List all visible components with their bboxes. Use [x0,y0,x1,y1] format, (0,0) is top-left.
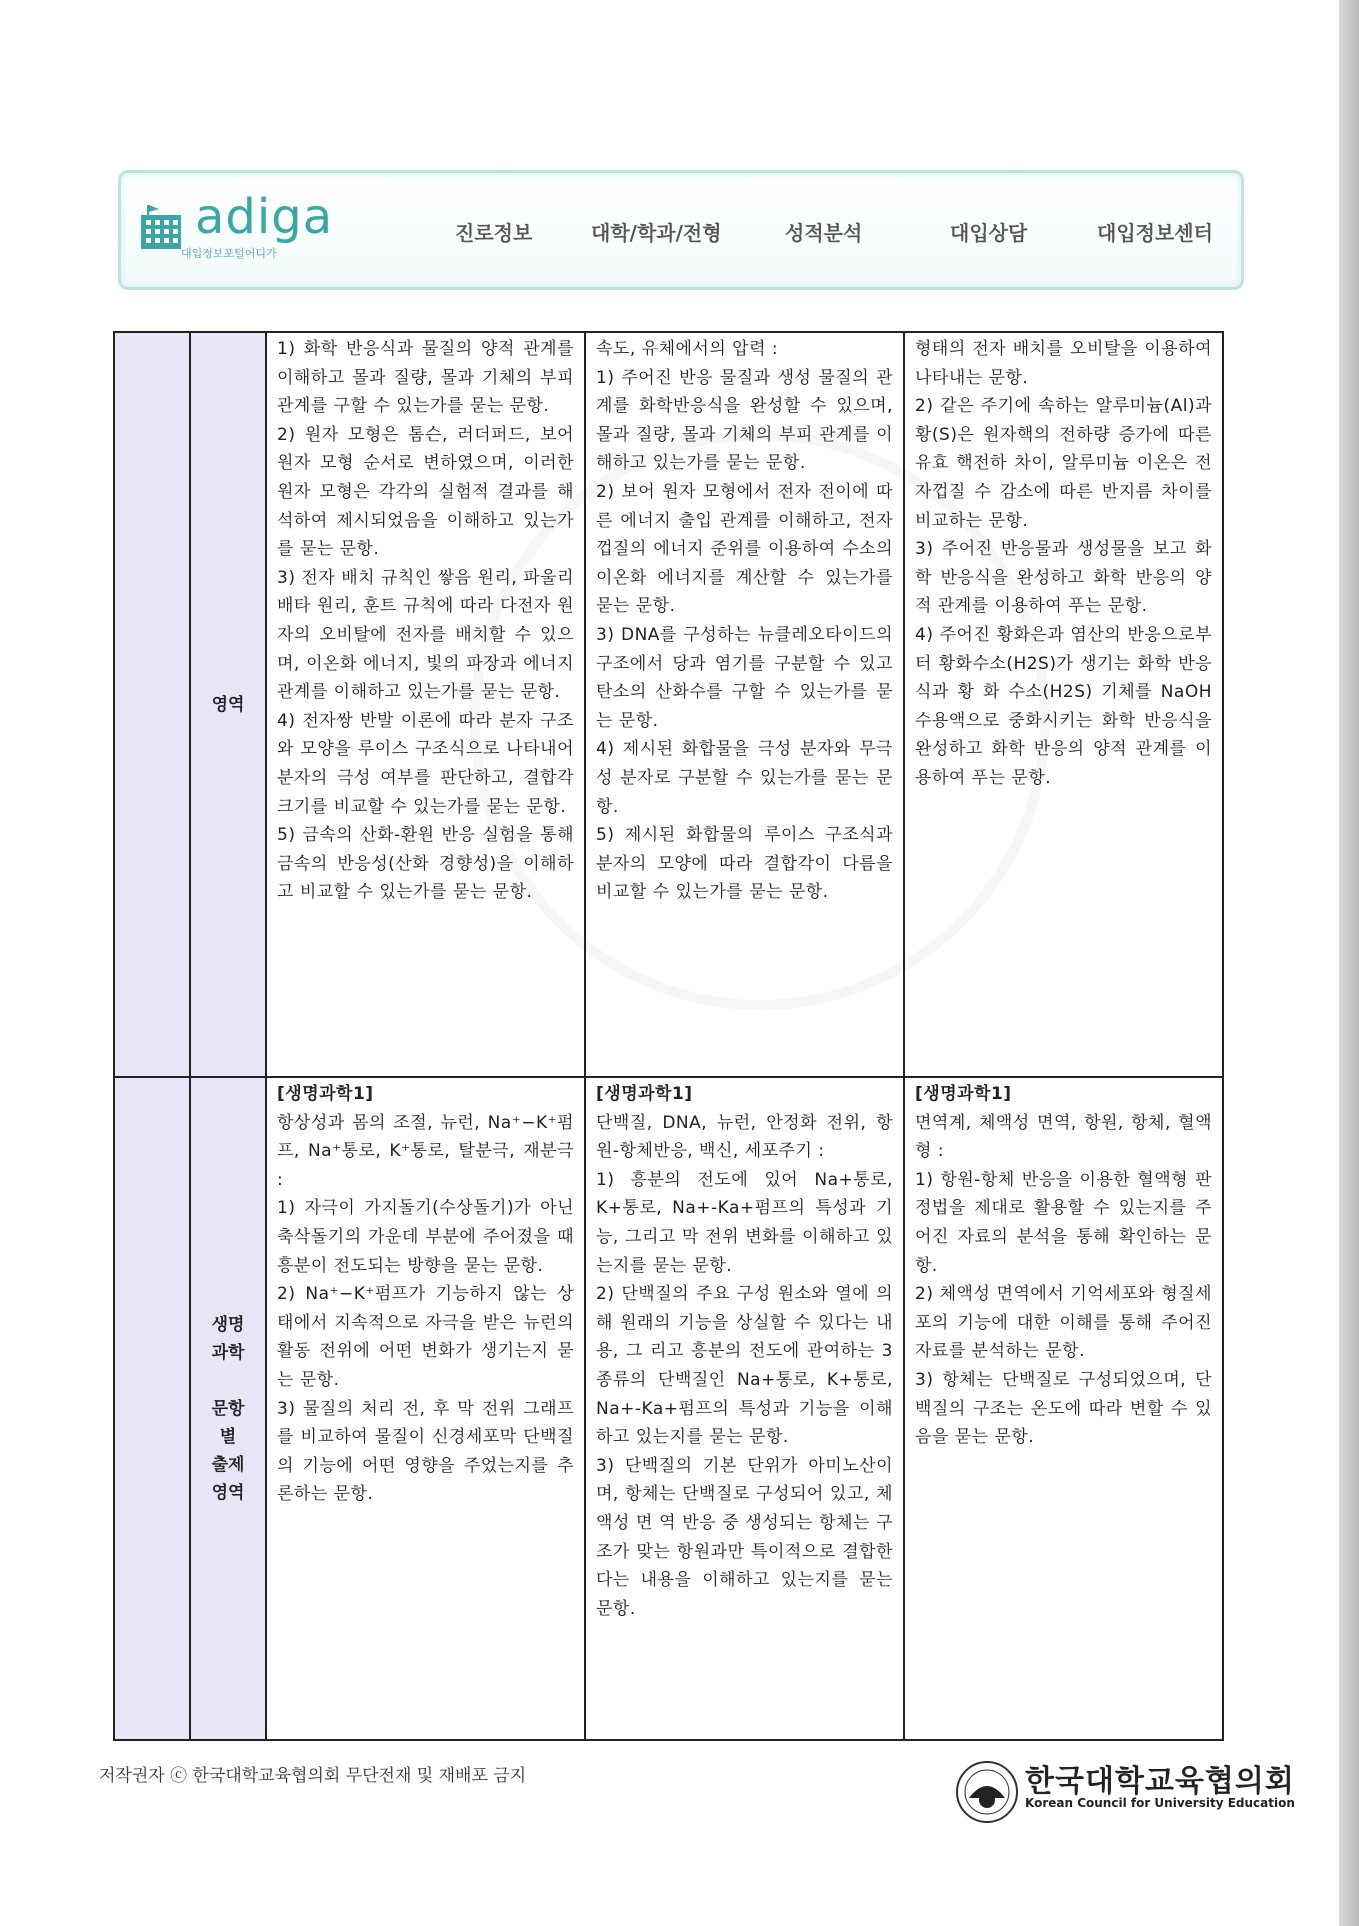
cell-paragraph: 3) 단백질의 기본 단위가 아미노산이며, 항체는 단백질로 구성되어 있고, 체액성 면 역 반응 중 생성되는 항체는 구조가 맞는 항원과만 특이적으로 결합한다는 내용을 이해하고 있는지를 묻는 문항. [596,1455,893,1619]
cell-paragraph: 1) 항원-항체 반응을 이용한 혈액형 판정법을 제대로 활용할 수 있는지를 주어진 자료의 분석을 통해 확인하는 문항. [915,1169,1212,1276]
header-banner [118,170,1244,290]
kcue-seal-icon [955,1760,1019,1824]
cell-paragraph: 3) 주어진 반응물과 생성물을 보고 화학 반응식을 완성하고 화학 반응의 양적 관계를 이용하여 푸는 문항. [915,539,1212,617]
content-cell [904,1077,1223,1740]
cell-paragraph: 2) 단백질의 주요 구성 원소와 열에 의해 원래의 기능을 상실할 수 있다는 내용, 그 리고 흥분의 전도에 관여하는 3종류의 단백질인 Na+통로, K+통로, Na+-Ka+펌프의 특성과 기능을 이해하고 있는지를 묻는 문항. [596,1284,893,1448]
cell-text [267,1078,584,1509]
nav-career-info[interactable]: 진로정보 [455,221,533,245]
cell-text [905,333,1222,793]
row-label-line: 영역 [211,1482,245,1503]
copyright-notice: 저작권자 ⓒ 한국대학교육협의회 무단전재 및 재배포 금지 [99,1766,527,1786]
cell-paragraph: 1) 화학 반응식과 물질의 양적 관계를 이해하고 몰과 질량, 몰과 기체의 부피 관계를 구할 수 있는가를 묻는 문항. [277,339,574,417]
cell-paragraph: 4) 전자쌍 반발 이론에 따라 분자 구조와 모양을 루이스 구조식으로 나타내어 분자의 극성 여부를 판단하고, 결합각 크기를 비교할 수 있는가를 묻는 문항. [277,710,574,817]
cell-text [267,333,584,907]
cell-paragraph: 1) 자극이 가지돌기(수상돌기)가 아닌 축삭돌기의 가운데 부분에 주어졌을 때 흥분이 전도되는 방향을 묻는 문항. [277,1198,574,1276]
content-cell [585,332,904,1077]
page-shadow [1339,0,1359,1926]
table-row [114,332,1223,1077]
cell-text [586,333,903,907]
cell-paragraph: 5) 금속의 산화-환원 반응 실험을 통해 금속의 반응성(산화 경향성)을 이해하고 비교할 수 있는가를 묻는 문항. [277,825,574,903]
cell-paragraph: 2) 체액성 면역에서 기억세포와 형질세포의 기능에 대한 이해를 통해 주어진 자료를 분석하는 문항. [915,1284,1212,1362]
row-label-line: 과학 [211,1342,245,1363]
nav-university-admissions[interactable]: 대학/학과/전형 [591,221,722,245]
row-label-line: 문항 [211,1398,245,1419]
cell-paragraph: 1) 흥분의 전도에 있어 Na+통로, K+통로, Na+-Ka+펌프의 특성과 기능, 그리고 막 전위 변화를 이해하고 있는지를 묻는 문항. [596,1169,893,1276]
row-label-area: 영역 [190,332,266,1077]
cell-subject-header: [생명과학1] [596,1084,693,1104]
row-label-line [191,1367,265,1395]
cell-paragraph: 형태의 전자 배치를 오비탈을 이용하여 나타내는 문항. [915,339,1212,388]
cell-paragraph: 2) 같은 주기에 속하는 알루미늄(Al)과 황(S)은 원자핵의 전하량 증가에 따른 유효 핵전하 차이, 알루미늄 이온은 전자껍질 수 감소에 따른 반지름 차이를 비교하는 문항. [915,396,1212,531]
nav-admission-consulting[interactable]: 대입상담 [950,221,1028,245]
outer-label-cell [114,332,190,1077]
cell-paragraph: 면역계, 체액성 면역, 항원, 항체, 혈액형 : [915,1112,1212,1162]
content-cell [904,332,1223,1077]
kcue-name-english: Korean Council for University Education [1025,1796,1295,1810]
cell-paragraph: 3) DNA를 구성하는 뉴클레오타이드의 구조에서 당과 염기를 구분할 수 있고 탄소의 산화수를 구할 수 있는가를 묻는 문항. [596,624,893,731]
table-row [114,1077,1223,1740]
kcue-name-korean: 한국대학교육협의회 [1025,1764,1295,1799]
logo-subtitle: 대입정보포털어디가 [181,247,277,260]
cell-paragraph: 항상성과 몸의 조절, 뉴런, Na⁺−K⁺펌프, Na⁺통로, K⁺통로, 탈분극, 재분극 : [277,1112,574,1190]
cell-text [905,1078,1222,1452]
kcue-logo [955,1756,1295,1828]
cell-paragraph: 1) 주어진 반응 물질과 생성 물질의 관계를 화학반응식을 완성할 수 있으며, 몰과 질량, 몰과 기체의 부피 관계를 이해하고 있는가를 묻는 문항. [596,367,893,474]
adiga-logo[interactable] [137,191,347,269]
exam-area-table [113,331,1224,1741]
cell-paragraph: 속도, 유체에서의 압력 : [596,339,779,359]
cell-paragraph: 3) 전자 배치 규칙인 쌓음 원리, 파울리 배타 원리, 훈트 규칙에 따라 다전자 원자의 오비탈에 전자를 배치할 수 있으며, 이온화 에너지, 빛의 파장과 에너지 관계를 이해하고 있는가를 묻는 문항. [277,567,574,703]
cell-paragraph: 3) 물질의 처리 전, 후 막 전위 그래프를 비교하여 물질이 신경세포막 단백질의 기능에 어떤 영향을 주었는지를 추론하는 문항. [277,1398,574,1505]
nav-admission-info-center[interactable]: 대입정보센터 [1097,221,1213,245]
cell-paragraph: 2) 보어 원자 모형에서 전자 전이에 따른 에너지 출입 관계를 이해하고, 전자껍질의 에너지 준위를 이용하여 수소의 이온화 에너지를 계산할 수 있는가를 묻는 문항. [596,481,893,617]
cell-subject-header: [생명과학1] [277,1084,374,1104]
cell-subject-header: [생명과학1] [915,1084,1012,1104]
cell-paragraph: 2) Na⁺−K⁺펌프가 기능하지 않는 상태에서 지속적으로 자극을 받은 뉴런의 활동 전위에 어떤 변화가 생기는지 묻는 문항. [277,1284,574,1390]
cell-text [586,1078,903,1623]
cell-paragraph: 5) 제시된 화합물의 루이스 구조식과 분자의 모양에 따라 결합각이 다름을 비교할 수 있는가를 묻는 문항. [596,825,893,903]
cell-paragraph: 2) 원자 모형은 톰슨, 러더퍼드, 보어 원자 모형 순서로 변하였으며, 이러한 원자 모형은 각각의 실험적 결과를 해석하여 제시되었음을 이해하고 있는가를 묻는 문항. [277,424,574,560]
content-cell [585,1077,904,1740]
cell-paragraph: 단백질, DNA, 뉴런, 안정화 전위, 항원-항체반응, 백신, 세포주기 : [596,1112,893,1162]
logo-wordmark: adiga [195,189,334,245]
row-label-line: 출제 [211,1454,245,1475]
cell-paragraph: 4) 주어진 황화은과 염산의 반응으로부터 황화수소(H2S)가 생기는 화학 반응식과 황 화 수소(H2S) 기체를 NaOH 수용액으로 중화시키는 화학 반응식을 완성하고 화학 반응의 양적 관계를 이용하여 푸는 문항. [915,624,1212,788]
content-cell [266,332,585,1077]
cell-paragraph: 4) 제시된 화합물을 극성 분자와 무극성 분자로 구분할 수 있는가를 묻는 문항. [596,739,893,817]
row-label-biology [190,1077,266,1740]
nav-grade-analysis[interactable]: 성적분석 [785,221,863,245]
row-label-line: 별 [219,1426,237,1447]
outer-label-cell [114,1077,190,1740]
cell-paragraph: 3) 항체는 단백질로 구성되었으며, 단백질의 구조는 온도에 따라 변할 수 있음을 묻는 문항. [915,1369,1212,1448]
content-cell [266,1077,585,1740]
row-label-line: 생명 [211,1314,245,1335]
